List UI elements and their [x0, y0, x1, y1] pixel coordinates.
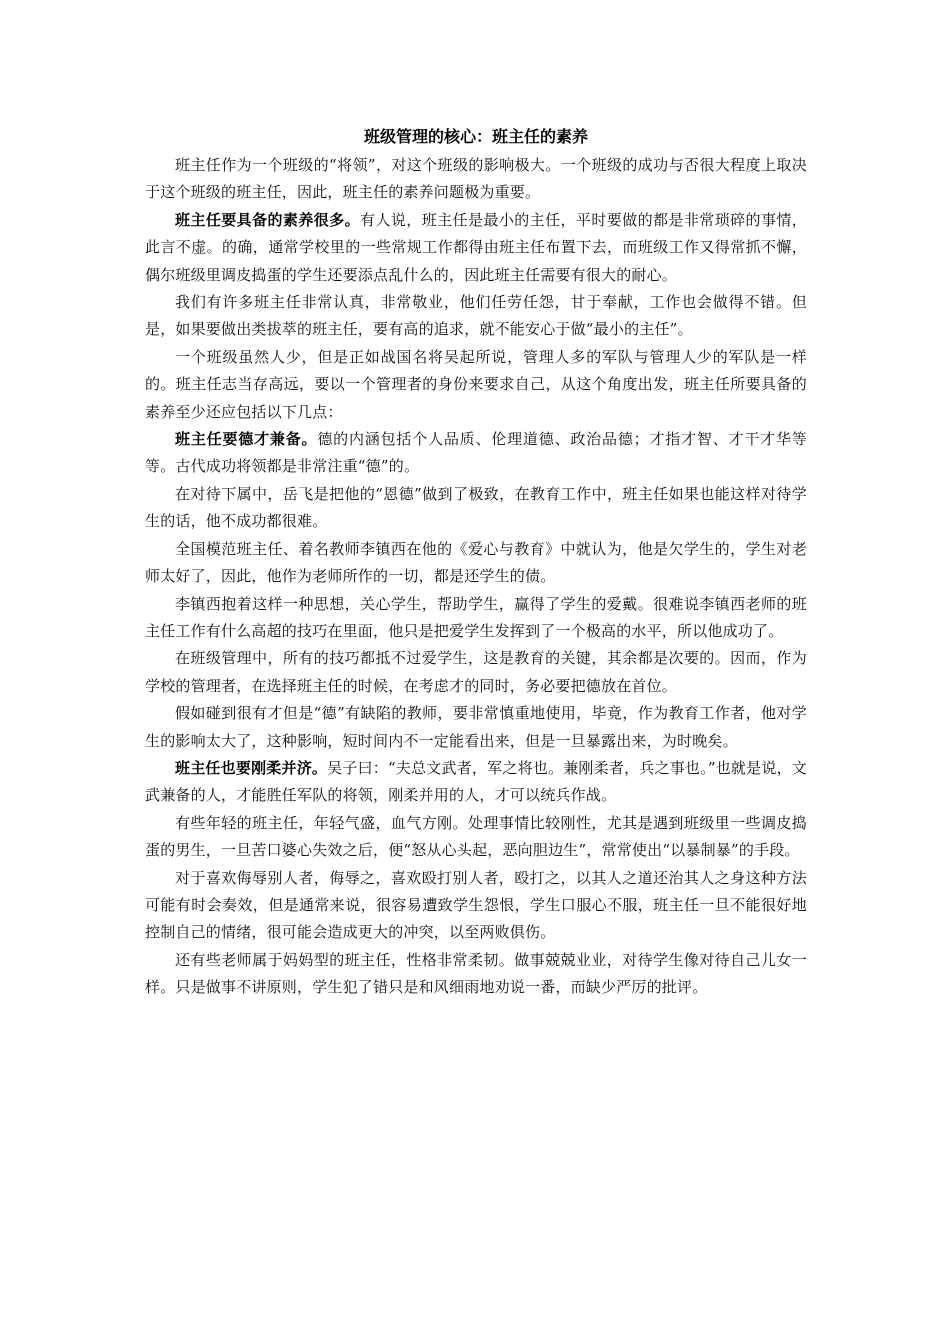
paragraph-text: 班主任作为一个班级的“将领”，对这个班级的影响极大。一个班级的成功与否很大程度上取决于这个班级的班主任，因此，班主任的素养问题极为重要。 [145, 156, 807, 202]
paragraph-lead: 班主任要德才兼备。 [175, 430, 318, 449]
paragraph-text: 假如碰到很有才但是“德”有缺陷的教师，要非常慎重地使用，毕竟，作为教育工作者，他对学生的影响太大了，这种影响，短时间内不一定能看出来，但是一旦暴露出来，为时晚矣。 [145, 704, 807, 750]
paragraph-lead: 班主任也要刚柔并济。 [175, 758, 328, 777]
paragraph-4 [145, 344, 807, 426]
paragraph-7 [145, 536, 807, 591]
paragraph-lead: 班主任要具备的素养很多。 [175, 210, 361, 229]
paragraph-text: 一个班级虽然人少，但是正如战国名将吴起所说，管理人多的军队与管理人少的军队是一样的。班主任志当存高远，要以一个管理者的身份来要求自己，从这个角度出发，班主任所要具备的素养至少还应包括以下几点： [145, 347, 807, 421]
paragraph-14 [145, 947, 807, 1002]
paragraph-1 [145, 152, 807, 207]
paragraph-6 [145, 481, 807, 536]
paragraph-2 [145, 207, 807, 289]
paragraph-8 [145, 591, 807, 646]
paragraph-10 [145, 700, 807, 755]
paragraph-text: 李镇西抱着这样一种思想，关心学生，帮助学生，赢得了学生的爱戴。很难说李镇西老师的班主任工作有什么高超的技巧在里面，他只是把爱学生发挥到了一个极高的水平，所以他成功了。 [145, 594, 807, 640]
paragraph-5 [145, 426, 807, 481]
paragraph-9 [145, 645, 807, 700]
paragraph-3 [145, 289, 807, 344]
document-title: 班级管理的核心：班主任的素养 [363, 127, 588, 146]
paragraph-text: 吴子曰：“夫总文武者，军之将也。兼刚柔者，兵之事也。”也就是说，文武兼备的人，才能胜任军队的将领，刚柔并用的人，才可以统兵作战。 [145, 758, 807, 805]
paragraph-text: 对于喜欢侮辱别人者，侮辱之，喜欢殴打别人者，殴打之，以其人之道还治其人之身这种方法可能有时会奏效，但是通常来说，很容易遭致学生怨恨，学生口服心不服，班主任一旦不能很好地控制自己的情绪，很可能会造成更大的冲突，以至两败俱伤。 [145, 868, 807, 942]
paragraph-11 [145, 755, 807, 810]
paragraph-text: 我们有许多班主任非常认真，非常敬业，他们任劳任怨，甘于奉献，工作也会做得不错。但是，如果要做出类拔萃的班主任，要有高的追求，就不能安心于做“最小的主任”。 [145, 293, 807, 339]
paragraph-text: 有些年轻的班主任，年轻气盛，血气方刚。处理事情比较刚性，尤其是遇到班级里一些调皮捣蛋的男生，一旦苦口婆心失效之后，便“怒从心头起，恶向胆边生”，常常使出“以暴制暴”的手段。 [145, 813, 807, 860]
paragraph-text: 全国模范班主任、着名教师李镇西在他的《爱心与教育》中就认为，他是欠学生的，学生对老师太好了，因此，他作为老师所作的一切，都是还学生的债。 [145, 539, 807, 586]
paragraph-text: 有人说，班主任是最小的主任，平时要做的都是非常琐碎的事情，此言不虚。的确，通常学校里的一些常规工作都得由班主任布置下去，而班级工作又得常抓不懈，偶尔班级里调皮捣蛋的学生还要添点乱什么的，因此班主任需要有很大的耐心。 [145, 210, 807, 284]
document-page [145, 124, 807, 1002]
paragraph-text: 德的内涵包括个人品质、伦理道德、政治品德；才指才智、才干才华等等。古代成功将领都是非常注重“德”的。 [145, 430, 807, 476]
paragraph-12 [145, 810, 807, 865]
paragraph-13 [145, 865, 807, 947]
paragraph-text: 在对待下属中，岳飞是把他的“恩德”做到了极致，在教育工作中，班主任如果也能这样对待学生的话，他不成功都很难。 [145, 484, 807, 531]
paragraph-text: 还有些老师属于妈妈型的班主任，性格非常柔韧。做事兢兢业业，对待学生像对待自己儿女一样。只是做事不讲原则，学生犯了错只是和风细雨地劝说一番，而缺少严厉的批评。 [145, 950, 807, 997]
paragraph-text: 在班级管理中，所有的技巧都抵不过爱学生，这是教育的关键，其余都是次要的。因而，作为学校的管理者，在选择班主任的时候，在考虑才的同时，务必要把德放在首位。 [145, 649, 807, 695]
